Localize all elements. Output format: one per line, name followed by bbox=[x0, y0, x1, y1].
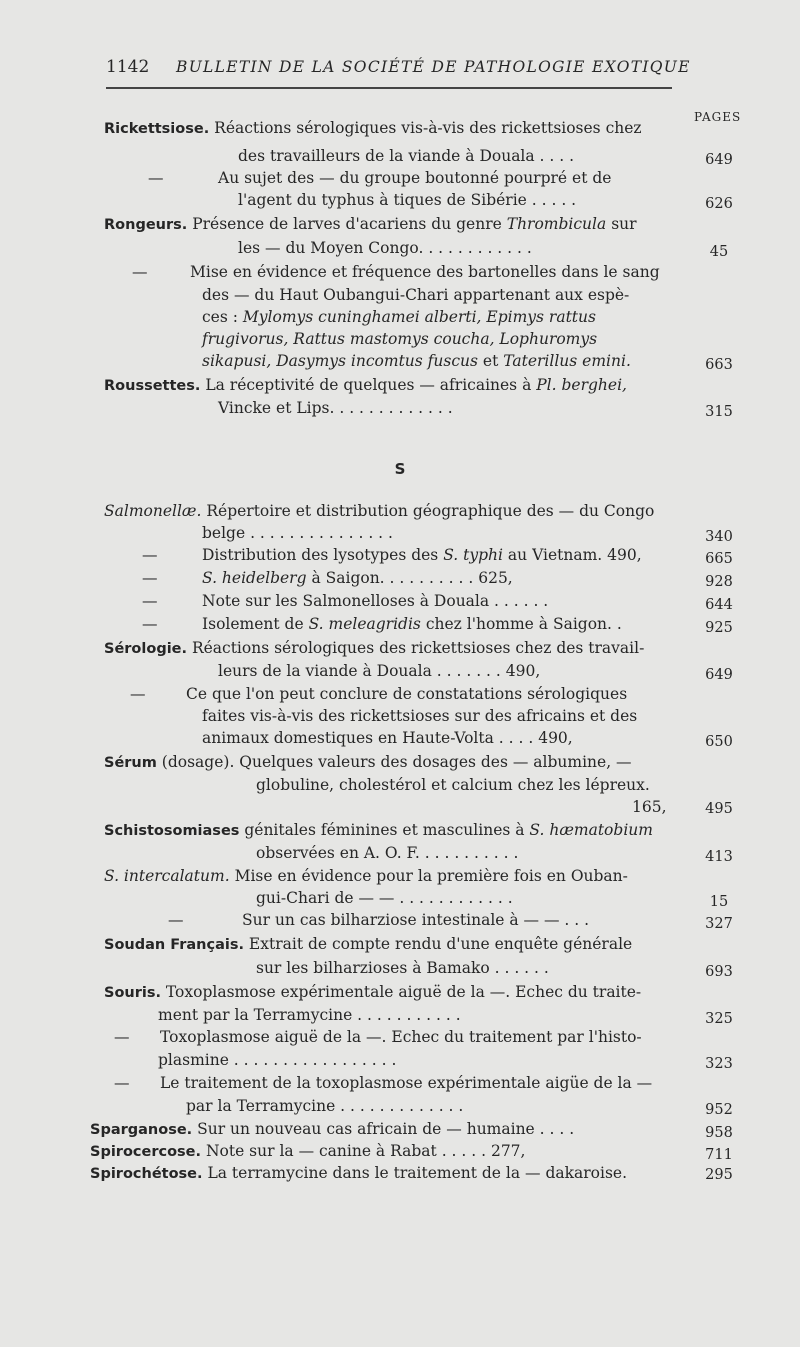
entry-line bbox=[90, 1163, 627, 1185]
headword: Soudan Français. bbox=[104, 937, 244, 953]
entry-text: génitales féminines et masculines à bbox=[239, 821, 525, 839]
entry-line: belge . . . . . . . . . . . . . . . bbox=[202, 524, 393, 542]
entry-line bbox=[90, 1141, 525, 1163]
entry-text: Toxoplasmose expérimentale aiguë de la —. Echec du traite- bbox=[161, 983, 642, 1001]
entry-line bbox=[104, 501, 654, 523]
page-ref: 495 bbox=[705, 801, 733, 817]
entry-text: Présence de larves d'acariens du genre bbox=[187, 215, 502, 233]
text: sur bbox=[611, 215, 637, 233]
entry-line: gui-Chari de — — . . . . . . . . . . . . bbox=[256, 889, 513, 907]
entry-line: Le traitement de la toxoplasmose expérimentale aigüe de la — bbox=[160, 1074, 653, 1092]
species-names: S. hæmatobium bbox=[529, 821, 653, 839]
entry-line bbox=[202, 614, 622, 636]
entry-rongeurs bbox=[104, 217, 502, 233]
entry-soudan-francais bbox=[104, 937, 632, 953]
text: chez l'homme à Saigon. . bbox=[425, 615, 622, 633]
entry-line: Note sur les Salmonelloses à Douala . . . . . . bbox=[202, 592, 549, 610]
entry-line bbox=[104, 375, 627, 397]
entry-line bbox=[104, 982, 641, 1004]
journal-title: BULLETIN DE LA SOCIÉTÉ DE PATHOLOGIE EXOTIQUE bbox=[176, 58, 691, 76]
page-ref: 663 bbox=[705, 357, 733, 373]
entry-line: les — du Moyen Congo. . . . . . . . . . . . bbox=[238, 239, 532, 257]
headword: Rickettsiose. bbox=[104, 121, 210, 137]
entry-text: (dosage). Quelques valeurs des dosages des — albumine, — bbox=[156, 753, 632, 771]
entry-line bbox=[202, 351, 631, 373]
page-number: 1142 bbox=[106, 57, 150, 77]
entry-line bbox=[104, 866, 628, 888]
page-ref: 650 bbox=[705, 734, 733, 750]
page-ref: 649 bbox=[705, 152, 733, 168]
header-rule bbox=[106, 87, 672, 89]
entry-text: Réactions sérologiques des rickettsioses chez des travail- bbox=[187, 639, 645, 657]
page-ref: 15 bbox=[709, 894, 729, 910]
entry-line: des — du Haut Oubangui-Chari appartenant aux espè- bbox=[202, 286, 630, 304]
entry-spirocercose bbox=[90, 1144, 525, 1160]
page-ref: 413 bbox=[705, 849, 733, 865]
text: Isolement de bbox=[202, 615, 304, 633]
dash: — bbox=[142, 592, 158, 610]
entry-line bbox=[90, 1119, 574, 1141]
entry-line: Vincke et Lips. . . . . . . . . . . . . bbox=[218, 399, 453, 417]
entry-sparganose bbox=[90, 1122, 574, 1138]
entry-spirochetose bbox=[90, 1166, 627, 1182]
species-names: Mylomys cuninghamei alberti, Epimys rattus bbox=[242, 308, 596, 326]
dash: — bbox=[114, 1074, 130, 1092]
species-names: S. meleagridis bbox=[308, 615, 421, 633]
text: et bbox=[482, 352, 499, 370]
entry-line: animaux domestiques en Haute-Volta . . . . 490, bbox=[202, 729, 573, 747]
text: ces : bbox=[202, 308, 238, 326]
text: Mise en évidence pour la première fois en Ouban- bbox=[234, 867, 628, 885]
entry-text: Sur un nouveau cas africain de — humaine . . . . bbox=[192, 1120, 575, 1138]
entry-line: frugivorus, Rattus mastomys coucha, Lophuromys bbox=[202, 330, 598, 348]
text: Répertoire et distribution géographique des — du Congo bbox=[206, 502, 655, 520]
entry-line: Ce que l'on peut conclure de constatations sérologiques bbox=[186, 685, 628, 703]
page-ref: 928 bbox=[705, 574, 733, 590]
entry-line bbox=[104, 214, 637, 236]
headword: Schistosomiases bbox=[104, 823, 240, 839]
entry-text: La réceptivité de quelques — africaines à bbox=[200, 376, 532, 394]
headword: Sérologie. bbox=[104, 641, 188, 657]
entry-line: sur les bilharzioses à Bamako . . . . . . bbox=[256, 959, 549, 977]
page-ref: 315 bbox=[705, 404, 733, 420]
dash: — bbox=[142, 569, 158, 587]
page-ref: 644 bbox=[705, 597, 733, 613]
headword: Sparganose. bbox=[90, 1122, 193, 1138]
running-header bbox=[106, 55, 691, 85]
page-ref: 45 bbox=[709, 244, 729, 260]
entry-text: La terramycine dans le traitement de la — dakaroise. bbox=[202, 1164, 628, 1182]
page-ref: 958 bbox=[705, 1125, 733, 1141]
entry-line: observées en A. O. F. . . . . . . . . . . bbox=[256, 844, 519, 862]
dash: — bbox=[142, 615, 158, 633]
entry-line: Sur un cas bilharziose intestinale à — — . . . bbox=[242, 911, 590, 929]
entry-line: Toxoplasmose aiguë de la —. Echec du traitement par l'histo- bbox=[160, 1028, 642, 1046]
entry-line: par la Terramycine . . . . . . . . . . . . . bbox=[186, 1097, 464, 1115]
entry-line bbox=[202, 307, 596, 329]
species-names: S. typhi bbox=[443, 546, 503, 564]
entry-line bbox=[104, 118, 642, 140]
page-ref: 295 bbox=[705, 1167, 733, 1183]
page-ref: 340 bbox=[705, 529, 733, 545]
headword: Spirocercose. bbox=[90, 1144, 202, 1160]
text: à Saigon. . . . . . . . . . 625, bbox=[311, 569, 513, 587]
entry-s-intercalatum: S. intercalatum. bbox=[104, 867, 230, 885]
headword: Sérum bbox=[104, 755, 157, 771]
entry-rickettsiose bbox=[104, 121, 642, 137]
entry-text: Note sur la — canine à Rabat . . . . . 277, bbox=[201, 1142, 526, 1160]
page-ref: 711 bbox=[705, 1147, 733, 1163]
entry-line: Mise en évidence et fréquence des bartonelles dans le sang bbox=[190, 263, 660, 281]
entry-serologie bbox=[104, 641, 644, 657]
dash: — bbox=[114, 1028, 130, 1046]
dash: — bbox=[168, 911, 184, 929]
entry-line bbox=[202, 545, 642, 567]
entry-text: Extrait de compte rendu d'une enquête générale bbox=[244, 935, 633, 953]
page-ref: 327 bbox=[705, 916, 733, 932]
page-ref: 693 bbox=[705, 964, 733, 980]
text: Distribution des lysotypes des bbox=[202, 546, 439, 564]
entry-line bbox=[202, 568, 513, 590]
page-ref: 323 bbox=[705, 1056, 733, 1072]
species-names: sikapusi, Dasymys incomtus fuscus bbox=[202, 352, 478, 370]
headword: Rongeurs. bbox=[104, 217, 188, 233]
entry-line bbox=[104, 638, 644, 660]
entry-line: leurs de la viande à Douala . . . . . . . 490, bbox=[218, 662, 541, 680]
entry-line bbox=[104, 820, 653, 842]
pages-column-label: PAGES bbox=[694, 110, 742, 124]
headword: Souris. bbox=[104, 985, 161, 1001]
species-names: Pl. berghei, bbox=[536, 376, 627, 394]
entry-roussettes bbox=[104, 378, 531, 394]
species-names: S. heidelberg bbox=[202, 569, 307, 587]
entry-line: faites vis-à-vis des rickettsioses sur des africains et des bbox=[202, 707, 638, 725]
page-ref: 952 bbox=[705, 1102, 733, 1118]
entry-line: l'agent du typhus à tiques de Sibérie . . . . . bbox=[238, 191, 577, 209]
dash: — bbox=[142, 546, 158, 564]
entry-line bbox=[104, 934, 632, 956]
text: au Vietnam. 490, bbox=[507, 546, 642, 564]
entry-serum bbox=[104, 755, 632, 771]
entry-schistosomiases bbox=[104, 823, 524, 839]
headword: Spirochétose. bbox=[90, 1166, 203, 1182]
headword: Roussettes. bbox=[104, 378, 201, 394]
entry-line: globuline, cholestérol et calcium chez les lépreux. bbox=[256, 776, 650, 794]
dash: — bbox=[130, 685, 146, 703]
entry-line: des travailleurs de la viande à Douala . . . . bbox=[238, 147, 575, 165]
dash: — bbox=[148, 169, 164, 187]
entry-line: ment par la Terramycine . . . . . . . . . . . bbox=[158, 1006, 461, 1024]
page-ref: 649 bbox=[705, 667, 733, 683]
page-ref: 665 bbox=[705, 551, 733, 567]
entry-line: 165, bbox=[632, 798, 667, 816]
page-ref: 325 bbox=[705, 1011, 733, 1027]
page-ref: 925 bbox=[705, 620, 733, 636]
dash: — bbox=[132, 263, 148, 281]
genus-name: Thrombicula bbox=[506, 215, 607, 233]
entry-souris bbox=[104, 985, 641, 1001]
entry-text: Réactions sérologiques vis-à-vis des rickettsioses chez bbox=[209, 119, 642, 137]
page-ref: 626 bbox=[705, 196, 733, 212]
entry-line: plasmine . . . . . . . . . . . . . . . . . bbox=[158, 1051, 397, 1069]
species-names: Taterillus emini. bbox=[503, 352, 631, 370]
section-letter: S bbox=[394, 460, 406, 478]
entry-salmonellae: Salmonellæ. bbox=[104, 502, 202, 520]
entry-line: Au sujet des — du groupe boutonné pourpré et de bbox=[218, 169, 612, 187]
entry-line bbox=[104, 752, 632, 774]
